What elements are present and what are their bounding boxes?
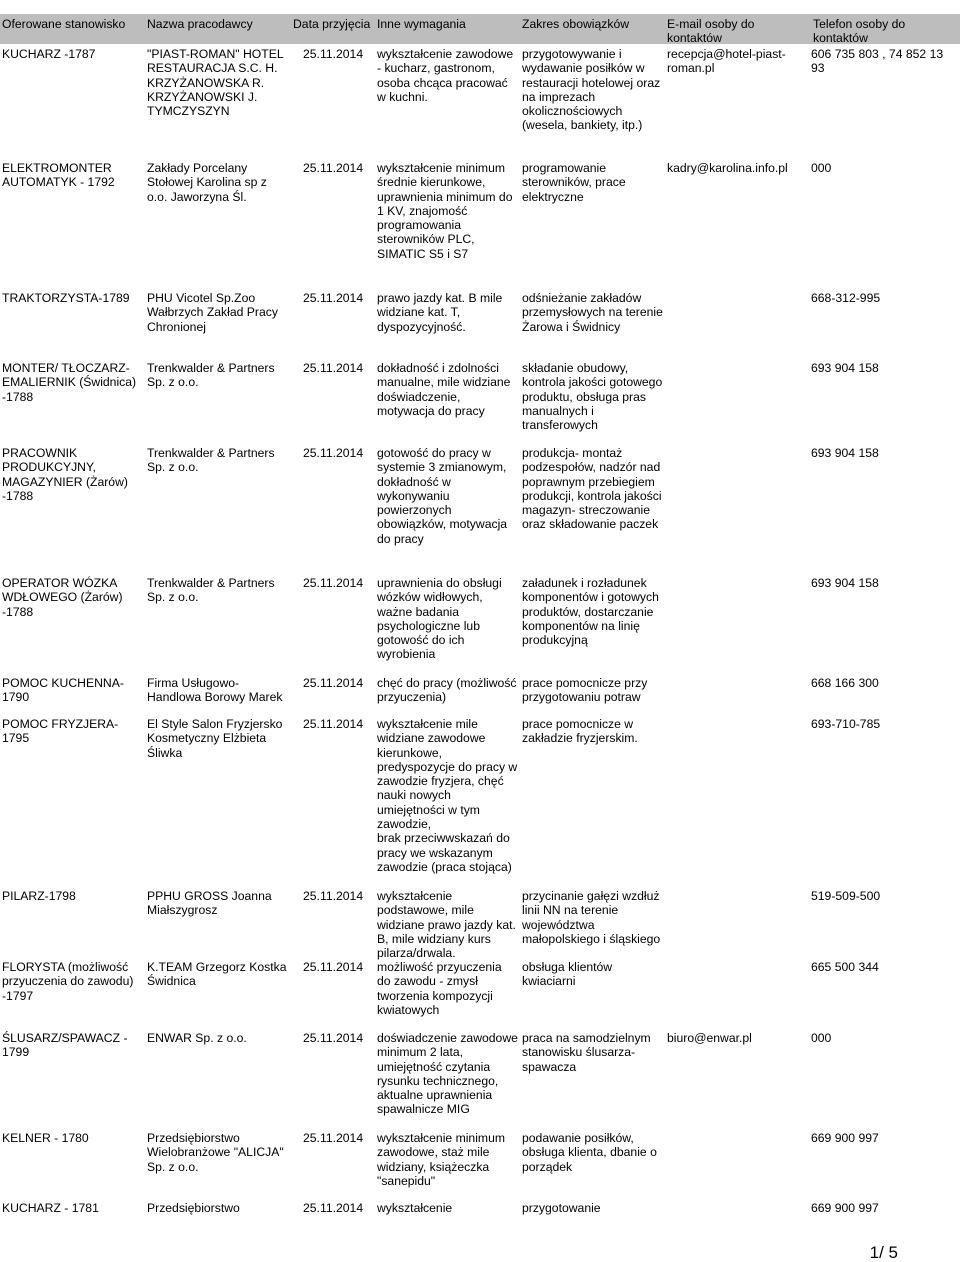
text-line: Trenkwalder & Partners [147, 576, 275, 590]
text-line: 669 900 997 [811, 1131, 879, 1145]
phone-cell [811, 576, 957, 590]
phone-cell [811, 47, 957, 76]
phone-cell [811, 960, 957, 974]
text-line: 665 500 344 [811, 960, 879, 974]
text-line: wyrobienia [377, 647, 436, 662]
duties-cell [522, 291, 668, 334]
text-line: recepcja@hotel-piast- [667, 47, 786, 61]
requirements-cell [377, 676, 523, 705]
text-line: PRODUKCYJNY, [2, 460, 96, 475]
text-line: widziany, książeczka [377, 1159, 490, 1174]
text-line: produkcyjną [522, 633, 588, 648]
text-line: do pracy [377, 531, 424, 546]
date-cell [303, 1031, 375, 1045]
text-line: PRACOWNIK [2, 446, 78, 460]
employer-cell [147, 1031, 297, 1045]
date-cell [303, 446, 375, 460]
text-line: zawodzie fryzjera, chęć [377, 774, 504, 789]
text-line: osoba chcąca pracować [377, 75, 508, 90]
date-cell [303, 960, 375, 974]
position-cell [2, 576, 144, 619]
text-line: produkcja- montaż [522, 446, 623, 460]
date-cell [303, 1201, 375, 1215]
requirements-cell [377, 717, 523, 874]
employer-cell [147, 717, 297, 760]
date-cell [303, 291, 375, 305]
text-line: motywacja do pracy [377, 403, 485, 418]
date-cell [303, 1131, 375, 1145]
text-line: wykształcenie mile [377, 717, 478, 731]
text-line: 668-312-995 [811, 291, 881, 305]
text-line: linii NN na terenie [522, 903, 619, 918]
text-line: podstawowe, mile [377, 903, 474, 918]
text-line: wykształcenie [377, 1201, 453, 1215]
requirements-cell [377, 161, 523, 261]
text-line: AUTOMATYK - 1792 [2, 175, 115, 190]
date-cell [303, 717, 375, 731]
text-line: POMOC KUCHENNA- [2, 676, 124, 690]
text-line: PILARZ-1798 [2, 889, 76, 903]
text-line: rysunku technicznego, [377, 1073, 499, 1088]
duties-cell [522, 1201, 668, 1215]
text-line: systemie 3 zmianowym, [377, 460, 507, 475]
text-line: FLORYSTA (możliwość [2, 960, 129, 974]
date-cell [303, 161, 375, 175]
text-line: Trenkwalder & Partners [147, 361, 275, 375]
text-line: małopolskiego i śląskiego [522, 931, 661, 946]
text-line: (wesela, bankiety, itp.) [522, 118, 643, 133]
text-line: zawodowe, staż mile [377, 1145, 490, 1160]
text-line: 25.11.2014 [303, 717, 364, 731]
text-line: Data przyjęcia [293, 17, 371, 31]
position-cell [2, 47, 144, 61]
text-line: 668 166 300 [811, 676, 879, 690]
text-line: 25.11.2014 [303, 47, 364, 61]
text-line: chęć do pracy (możliwość [377, 676, 517, 690]
text-line: doświadczenie zawodowe [377, 1031, 518, 1045]
text-line: 1790 [2, 690, 30, 705]
text-line: przygotowywanie i [522, 47, 622, 61]
text-line: minimum 2 lata, [377, 1045, 464, 1060]
text-line: restauracji hotelowej oraz [522, 75, 661, 90]
position-cell [2, 1031, 144, 1060]
text-line: Sp. z o.o. [147, 460, 199, 475]
duties-cell [522, 1031, 668, 1074]
text-line: biuro@enwar.pl [667, 1031, 752, 1045]
text-line: wykształcenie minimum [377, 1131, 505, 1145]
text-line: przygotowaniu potraw [522, 690, 641, 705]
text-line: 693-710-785 [811, 717, 881, 731]
text-line: podzespołów, nadzór nad [522, 460, 661, 475]
date-cell [303, 361, 375, 375]
text-line: wykształcenie [377, 889, 453, 903]
text-line: magazyn- streczowanie [522, 503, 651, 518]
text-line: Wielobranżowe "ALICJA" [147, 1145, 284, 1160]
text-line: EMALIERNIK (Świdnica) [2, 375, 137, 390]
requirements-cell [377, 446, 523, 546]
text-line: manualnych i [522, 403, 594, 418]
requirements-cell [377, 1131, 523, 1188]
text-line: sterowników PLC, [377, 232, 475, 247]
text-line: gotowość do ich [377, 633, 465, 648]
text-line: KUCHARZ -1787 [2, 47, 96, 61]
text-line: Kosmetyczny Elżbieta [147, 731, 267, 746]
text-line: TRAKTORZYSTA-1789 [2, 291, 130, 305]
text-line: na imprezach [522, 89, 596, 104]
text-line: 25.11.2014 [303, 291, 364, 305]
requirements-cell [377, 1031, 523, 1117]
header-phone [813, 17, 905, 46]
text-line: 693 904 158 [811, 576, 879, 590]
text-line: składanie obudowy, [522, 361, 629, 375]
position-cell [2, 291, 144, 305]
text-line: województwa [522, 917, 595, 932]
text-line: dokładność w [377, 474, 451, 489]
text-line: RESTAURACJA S.C. H. [147, 61, 278, 76]
text-line: doświadczenie, [377, 389, 461, 404]
text-line: produktów, dostarczanie [522, 604, 654, 619]
text-line: Śliwka [147, 745, 183, 760]
text-line: zawodzie, [377, 817, 432, 832]
text-line: stanowisku ślusarza- [522, 1045, 636, 1060]
phone-cell [811, 1201, 957, 1215]
text-line: Żarowa i Świdnicy [522, 319, 621, 334]
text-line: obsługa klientów [522, 960, 613, 974]
text-line: 693 904 158 [811, 361, 879, 375]
text-line: produktu, obsługa pras [522, 389, 646, 404]
text-line: wykształcenie zawodowe [377, 47, 514, 61]
text-line: wykonywaniu [377, 488, 450, 503]
text-line: 1795 [2, 731, 30, 746]
text-line: WDŁOWEGO (Żarów) [2, 590, 123, 605]
text-line: załadunek i rozładunek [522, 576, 647, 590]
text-line: E-mail osoby do [667, 17, 755, 31]
phone-cell [811, 1131, 957, 1145]
requirements-cell [377, 361, 523, 418]
position-cell [2, 889, 144, 903]
header-date [293, 17, 370, 31]
text-line: 1799 [2, 1045, 30, 1060]
text-line: OPERATOR WÓZKA [2, 576, 118, 590]
text-line: kierunkowe, [377, 745, 443, 760]
employer-cell [147, 1201, 297, 1215]
text-line: Zakres obowiązków [522, 17, 630, 31]
text-line: MONTER/ TŁOCZARZ- [2, 361, 130, 375]
text-line: przyuczenia do zawodu) [2, 974, 134, 989]
phone-cell [811, 889, 957, 903]
duties-cell [522, 446, 668, 532]
phone-cell [811, 291, 957, 305]
text-line: Sp. z o.o. [147, 375, 199, 390]
text-line: B, mile widziany kurs [377, 931, 491, 946]
text-line: umiejętność czytania [377, 1059, 491, 1074]
text-line: uprawnienia minimum do [377, 189, 513, 204]
text-line: umiejętności w tym [377, 802, 480, 817]
email-cell[interactable] [667, 1031, 813, 1045]
text-line: TYMCZYSZYN [147, 104, 230, 119]
text-line: 25.11.2014 [303, 1201, 364, 1215]
text-line: wydawanie posiłków w [522, 61, 645, 76]
requirements-cell [377, 889, 523, 960]
text-line: Oferowane stanowisko [2, 17, 126, 31]
text-line: "PIAST-ROMAN" HOTEL [147, 47, 284, 61]
text-line: 25.11.2014 [303, 676, 364, 690]
text-line: obsługa klienta, dbanie o [522, 1145, 657, 1160]
text-line: 25.11.2014 [303, 446, 364, 460]
text-line: 693 904 158 [811, 446, 879, 460]
text-line: obowiązków, motywacja [377, 517, 508, 532]
employer-cell [147, 960, 297, 989]
requirements-cell [377, 960, 523, 1017]
text-line: okolicznościowych [522, 104, 623, 119]
text-line: Chronionej [147, 319, 206, 334]
text-line: Miałszygrosz [147, 903, 218, 918]
phone-cell [811, 1031, 957, 1045]
text-line: gotowość do pracy w [377, 446, 491, 460]
text-line: KRZYŻANOWSKA R. [147, 75, 265, 90]
text-line: do zawodu - zmysł [377, 974, 478, 989]
text-line: wózków widłowych, [377, 590, 483, 605]
duties-cell [522, 1131, 668, 1174]
text-line: 25.11.2014 [303, 161, 364, 175]
text-line: predyspozycje do pracy w [377, 759, 518, 774]
text-line: praca na samodzielnym [522, 1031, 651, 1045]
text-line: możliwość przyuczenia [377, 960, 502, 974]
text-line: 25.11.2014 [303, 361, 364, 375]
text-line: KELNER - 1780 [2, 1131, 89, 1145]
text-line: -1788 [2, 488, 34, 503]
table-header [0, 14, 960, 44]
position-cell [2, 717, 144, 746]
text-line: kontrola jakości gotowego [522, 375, 663, 390]
date-cell [303, 889, 375, 903]
text-line: 25.11.2014 [303, 960, 364, 974]
date-cell [303, 47, 375, 61]
employer-cell [147, 576, 297, 605]
text-line: powierzonych [377, 503, 452, 518]
text-line: KUCHARZ - 1781 [2, 1201, 99, 1215]
text-line: SIMATIC S5 i S7 [377, 246, 469, 261]
text-line: porządek [522, 1159, 573, 1174]
text-line: 606 735 803 , 74 852 13 [811, 47, 944, 61]
text-line: 25.11.2014 [303, 576, 364, 590]
text-line: K.TEAM Grzegorz Kostka [147, 960, 287, 974]
text-line: prawo jazdy kat. B mile [377, 291, 503, 305]
text-line: "sanepidu" [377, 1173, 436, 1188]
text-line: - kucharz, gastronom, [377, 61, 495, 76]
text-line: oraz składowanie paczek [522, 517, 659, 532]
text-line: w kuchni. [377, 89, 428, 104]
text-line: 25.11.2014 [303, 889, 364, 903]
text-line: POMOC FRYZJERA- [2, 717, 119, 731]
text-line: Wałbrzych Zakład Pracy [147, 305, 278, 320]
text-line: programowania [377, 218, 462, 233]
text-line: KRZYŻANOWSKI J. [147, 89, 258, 104]
text-line: El Style Salon Fryzjersko [147, 717, 283, 731]
text-line: komponentów i gotowych [522, 590, 659, 605]
text-line: aktualne uprawnienia [377, 1088, 493, 1103]
text-line: Stołowej Karolina sp z [147, 175, 267, 190]
text-line: widziane zawodowe [377, 731, 486, 746]
text-line: nauki nowych [377, 788, 451, 803]
text-line: prace pomocnicze przy [522, 676, 648, 690]
text-line: zawodzie (praca stojąca) [377, 859, 512, 874]
email-cell[interactable] [667, 47, 813, 76]
position-cell [2, 161, 144, 190]
phone-cell [811, 676, 957, 690]
position-cell [2, 676, 144, 705]
text-line: Przedsiębiorstwo [147, 1131, 240, 1145]
employer-cell [147, 291, 297, 334]
text-line: pilarza/drwala. [377, 946, 456, 961]
phone-cell [811, 161, 957, 175]
text-line: manualne, mile widziane [377, 375, 511, 390]
phone-cell [811, 717, 957, 731]
text-line: ŚLUSARZ/SPAWACZ - [2, 1031, 128, 1045]
text-line: kwiaciarni [522, 974, 576, 989]
text-line: Inne wymagania [377, 17, 466, 31]
position-cell [2, 446, 144, 503]
text-line: wykształcenie minimum [377, 161, 505, 175]
text-line: komponentów na linię [522, 618, 640, 633]
requirements-cell [377, 1201, 523, 1215]
duties-cell [522, 717, 668, 746]
requirements-cell [377, 576, 523, 662]
text-line: 93 [811, 61, 825, 76]
requirements-cell [377, 47, 523, 104]
text-line: pracy we wskazanym [377, 845, 493, 860]
text-line: 1 KV, znajomość [377, 203, 468, 218]
text-line: przycinanie gałęzi wzdłuż [522, 889, 660, 903]
header-duties [522, 17, 629, 31]
text-line: Przedsiębiorstwo [147, 1201, 240, 1215]
duties-cell [522, 47, 668, 133]
text-line: -1788 [2, 604, 34, 619]
text-line: Handlowa Borowy Marek [147, 690, 283, 705]
email-cell[interactable] [667, 161, 813, 175]
text-line: Zakłady Porcelany [147, 161, 248, 175]
text-line: widziane prawo jazdy kat. [377, 917, 516, 932]
text-line: przemysłowych na terenie [522, 305, 663, 320]
text-line: 25.11.2014 [303, 1131, 364, 1145]
text-line: Sp. z o.o. [147, 590, 199, 605]
duties-cell [522, 960, 668, 989]
date-cell [303, 676, 375, 690]
text-line: 519-509-500 [811, 889, 881, 903]
phone-cell [811, 361, 957, 375]
text-line: uprawnienia do obsługi [377, 576, 502, 590]
text-line: kwiatowych [377, 1002, 440, 1017]
text-line: 000 [811, 1031, 832, 1045]
text-line: kadry@karolina.info.pl [667, 161, 788, 175]
text-line: sterowników, prace [522, 175, 626, 190]
text-line: tworzenia kompozycji [377, 988, 493, 1003]
header-email [667, 17, 754, 46]
text-line: dokładność i zdolności [377, 361, 499, 375]
position-cell [2, 960, 144, 1003]
text-line: Nazwa pracodawcy [147, 17, 253, 31]
text-line: ELEKTROMONTER [2, 161, 112, 175]
text-line: o.o. Jaworzyna Śl. [147, 189, 247, 204]
employer-cell [147, 361, 297, 390]
text-line: psychologiczne lub [377, 618, 480, 633]
text-line: spawalnicze MIG [377, 1102, 470, 1117]
text-line: transferowych [522, 418, 598, 433]
duties-cell [522, 161, 668, 204]
text-line: PHU Vicotel Sp.Zoo [147, 291, 256, 305]
text-line: odśnieżanie zakładów [522, 291, 642, 305]
phone-cell [811, 446, 957, 460]
employer-cell [147, 161, 297, 204]
position-cell [2, 361, 144, 404]
text-line: zakładzie fryzjerskim. [522, 731, 638, 746]
text-line: 669 900 997 [811, 1201, 879, 1215]
page-number: 1/ 5 [869, 1243, 898, 1262]
text-line: -1788 [2, 389, 34, 404]
text-line: kontaktów [667, 31, 722, 46]
requirements-cell [377, 291, 523, 334]
text-line: ważne badania [377, 604, 459, 619]
text-line: 25.11.2014 [303, 1031, 364, 1045]
employer-cell [147, 47, 297, 118]
text-line: -1797 [2, 988, 34, 1003]
duties-cell [522, 361, 668, 432]
text-line: poprawnym przebiegiem [522, 474, 655, 489]
text-line: kontaktów [813, 31, 868, 46]
text-line: średnie kierunkowe, [377, 175, 486, 190]
header-employer [147, 17, 253, 31]
duties-cell [522, 576, 668, 647]
text-line: Firma Usługowo- [147, 676, 240, 690]
text-line: Świdnica [147, 974, 196, 989]
text-line: roman.pl [667, 61, 715, 76]
text-line: MAGAZYNIER (Żarów) [2, 474, 128, 489]
text-line: przyuczenia) [377, 690, 447, 705]
text-line: programowanie [522, 161, 607, 175]
employer-cell [147, 676, 297, 705]
date-cell [303, 576, 375, 590]
duties-cell [522, 676, 668, 705]
text-line: ENWAR Sp. z o.o. [147, 1031, 247, 1045]
text-line: podawanie posiłków, [522, 1131, 634, 1145]
position-cell [2, 1201, 144, 1215]
text-line: przygotowanie [522, 1201, 601, 1215]
text-line: 000 [811, 161, 832, 175]
header-position [2, 17, 125, 31]
employer-cell [147, 1131, 297, 1174]
header-requirements [377, 17, 466, 31]
text-line: Trenkwalder & Partners [147, 446, 275, 460]
employer-cell [147, 889, 297, 918]
text-line: spawacza [522, 1059, 577, 1074]
text-line: prace pomocnicze w [522, 717, 634, 731]
text-line: elektryczne [522, 189, 584, 204]
text-line: produkcji, kontrola jakości [522, 488, 662, 503]
text-line: PPHU GROSS Joanna [147, 889, 272, 903]
duties-cell [522, 889, 668, 946]
text-line: widziane kat. T, [377, 305, 461, 320]
text-line: brak przeciwwskazań do [377, 831, 510, 846]
text-line: Sp. z o.o. [147, 1159, 199, 1174]
employer-cell [147, 446, 297, 475]
text-line: dyspozycyjność. [377, 319, 466, 334]
text-line: Telefon osoby do [813, 17, 906, 31]
position-cell [2, 1131, 144, 1145]
